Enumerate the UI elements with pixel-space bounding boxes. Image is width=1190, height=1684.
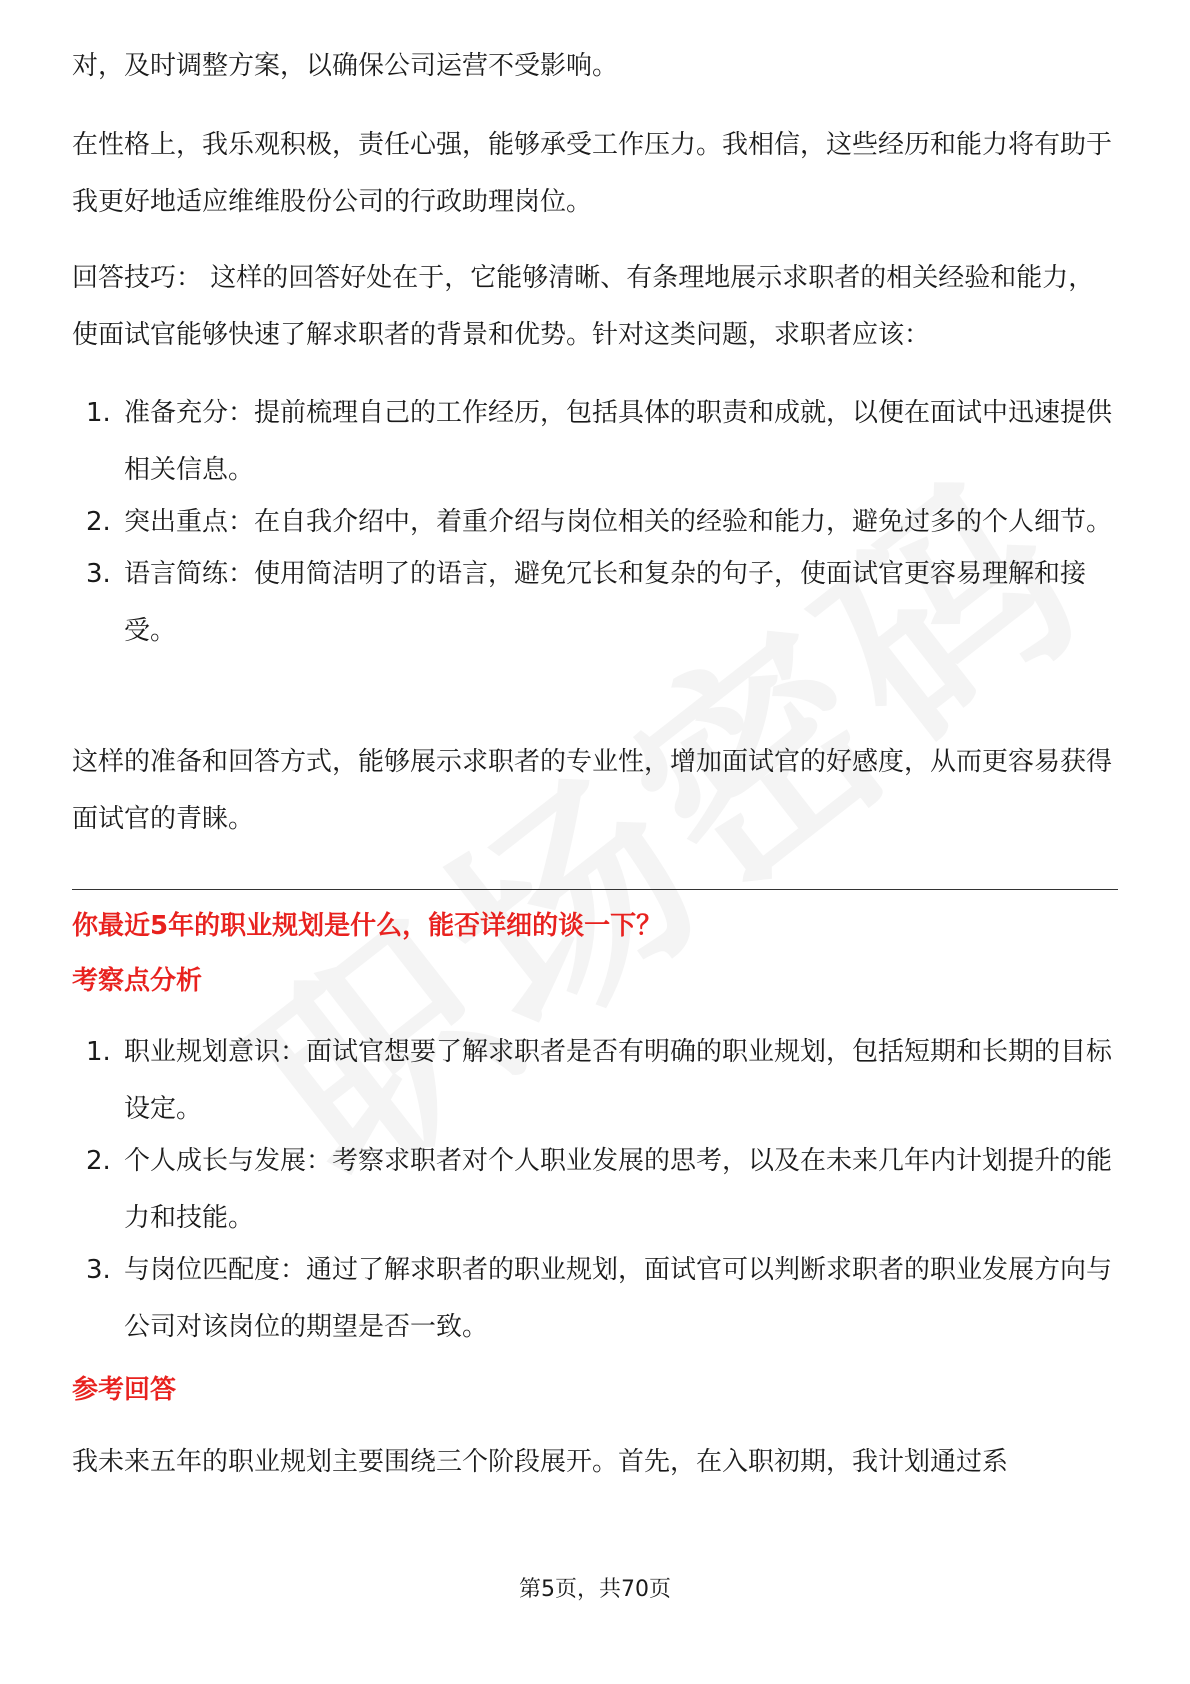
- list-item: [72, 494, 1118, 551]
- list-item-text: 与岗位匹配度：通过了解求职者的职业规划，面试官可以判断求职者的职业发展方向与公司对该岗位的期望是否一致。: [124, 1255, 1113, 1342]
- tips-list: [72, 385, 1118, 660]
- list-number: 3.: [86, 559, 111, 589]
- answer-heading: 参考回答: [72, 1375, 177, 1405]
- list-item: [72, 1133, 1118, 1247]
- list-item: [72, 546, 1118, 660]
- question-title: 你最近5年的职业规划是什么，能否详细的谈一下？: [72, 911, 663, 941]
- list-item-text: 突出重点：在自我介绍中，着重介绍与岗位相关的经验和能力，避免过多的个人细节。: [124, 507, 1113, 537]
- page-footer: 第5页，共70页: [519, 1577, 671, 1602]
- list-item: [72, 1024, 1118, 1138]
- list-number: 1.: [86, 1037, 111, 1067]
- list-item-text: 准备充分：提前梳理自己的工作经历，包括具体的职责和成就，以便在面试中迅速提供相关信息。: [124, 398, 1113, 485]
- paragraph-answer-tips: 回答技巧： 这样的回答好处在于，它能够清晰、有条理地展示求职者的相关经验和能力，使面试官能够快速了解求职者的背景和优势。针对这类问题，求职者应该：: [72, 263, 1095, 350]
- section-divider: [72, 889, 1118, 890]
- list-number: 3.: [86, 1255, 111, 1285]
- analysis-heading: 考察点分析: [72, 966, 203, 996]
- list-item-text: 职业规划意识：面试官想要了解求职者是否有明确的职业规划，包括短期和长期的目标设定。: [124, 1037, 1113, 1124]
- list-number: 2.: [86, 1146, 111, 1176]
- list-number: 1.: [86, 398, 111, 428]
- paragraph-reference-answer: 我未来五年的职业规划主要围绕三个阶段展开。首先，在入职初期，我计划通过系: [72, 1447, 1009, 1477]
- paragraph-summary: 这样的准备和回答方式，能够展示求职者的专业性，增加面试官的好感度，从而更容易获得面试官的青睐。: [72, 747, 1113, 834]
- paragraph-continuation: 对，及时调整方案，以确保公司运营不受影响。: [72, 51, 619, 81]
- list-item-text: 语言简练：使用简洁明了的语言，避免冗长和复杂的句子，使面试官更容易理解和接受。: [124, 559, 1087, 646]
- list-item: [72, 385, 1118, 499]
- analysis-list: [72, 1024, 1118, 1356]
- list-number: 2.: [86, 507, 111, 537]
- list-item-text: 个人成长与发展：考察求职者对个人职业发展的思考，以及在未来几年内计划提升的能力和技能。: [124, 1146, 1113, 1233]
- paragraph-personality: 在性格上，我乐观积极，责任心强，能够承受工作压力。我相信，这些经历和能力将有助于我更好地适应维维股份公司的行政助理岗位。: [72, 130, 1113, 217]
- list-item: [72, 1242, 1118, 1356]
